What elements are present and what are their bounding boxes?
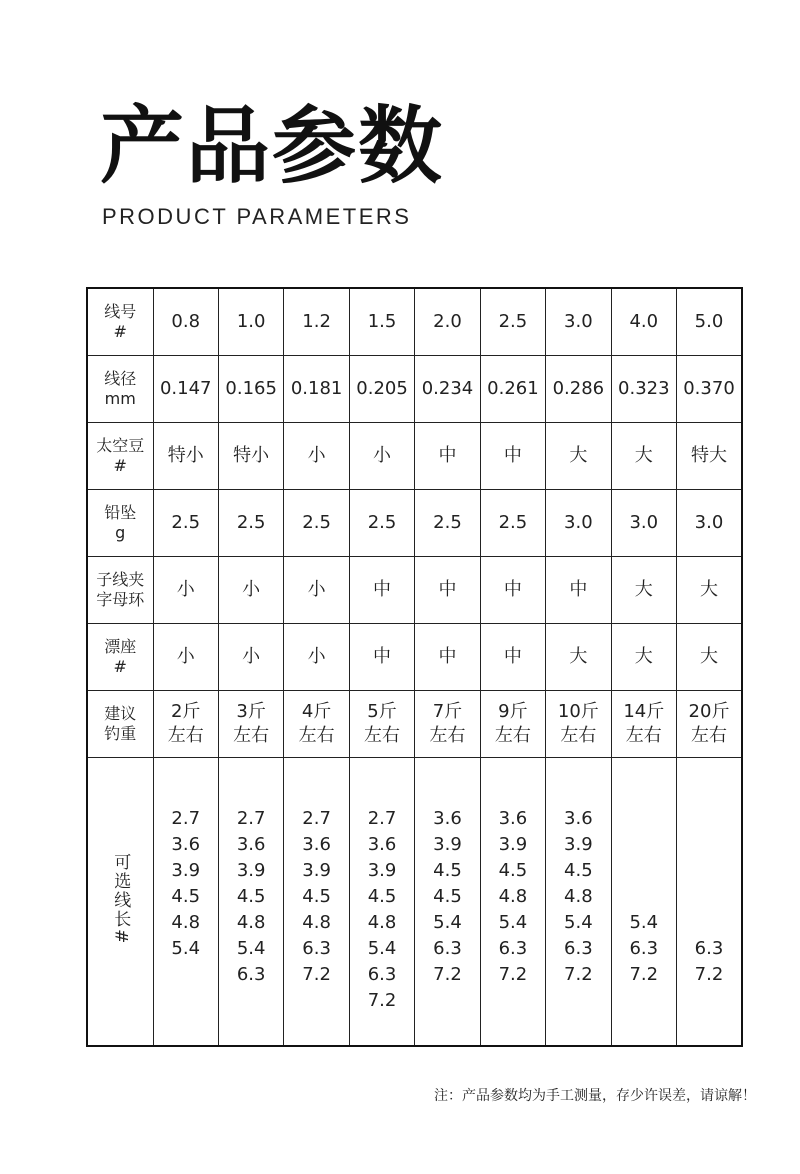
table-cell: 小 [153, 557, 218, 624]
length-value: 4.5 [564, 860, 593, 881]
table-cell: 中 [349, 557, 414, 624]
table-cell: 小 [284, 423, 349, 490]
length-value: 3.6 [171, 834, 201, 855]
table-cell: 0.205 [349, 356, 414, 423]
length-value: 4.8 [171, 912, 201, 933]
length-value: 5.4 [498, 912, 528, 933]
table-cell: 大 [611, 624, 676, 691]
row-header-line: # [113, 322, 127, 341]
table-cell [284, 691, 349, 758]
length-value: 6.3 [433, 938, 462, 959]
row-header-line: # [113, 456, 127, 475]
table-cell: 0.8 [153, 288, 218, 356]
length-value: 5.4 [367, 938, 397, 959]
cell-line: 左右 [364, 725, 401, 746]
length-value [612, 832, 676, 858]
row-header [87, 490, 153, 557]
row-header-line: 字母环 [96, 590, 145, 609]
length-value [677, 884, 741, 910]
row-header-line: 太空豆 [96, 436, 145, 455]
length-value: 4.5 [498, 860, 528, 881]
cell-line: 9斤 [498, 701, 528, 722]
table-cell: 0.286 [546, 356, 611, 423]
table-cell: 中 [349, 624, 414, 691]
length-value: 5.4 [433, 912, 462, 933]
table-cell: 0.370 [677, 356, 743, 423]
table-cell: 3.0 [611, 490, 676, 557]
table-cell: 5.0 [677, 288, 743, 356]
table-cell: 0.261 [480, 356, 545, 423]
table-cell: 中 [480, 557, 545, 624]
length-value: 3.6 [498, 808, 528, 829]
row-header-line: 建议 [104, 704, 137, 723]
length-value: 6.3 [564, 938, 593, 959]
length-value: 3.6 [564, 808, 593, 829]
length-value: 7.2 [433, 964, 462, 985]
cell-line: 10斤 [557, 701, 599, 722]
length-value: 2.7 [236, 808, 266, 829]
table-cell: 0.147 [153, 356, 218, 423]
length-value: 7.2 [694, 964, 724, 985]
cell-line: 左右 [691, 725, 727, 746]
table-cell [546, 691, 611, 758]
table-cell: 大 [677, 557, 743, 624]
length-value: 4.5 [171, 886, 201, 907]
table-cell [349, 691, 414, 758]
length-value: 5.4 [171, 938, 201, 959]
table-cell: 中 [546, 557, 611, 624]
row-header [87, 691, 153, 758]
cell-line: 左右 [298, 725, 335, 746]
cell-line: 左右 [494, 725, 531, 746]
length-value: 4.8 [498, 886, 528, 907]
length-value: 7.2 [498, 964, 528, 985]
cell-line: 20斤 [688, 701, 730, 722]
table-cell: 3.0 [546, 288, 611, 356]
table-cell [480, 691, 545, 758]
cell-line: 2斤 [170, 701, 201, 722]
table-cell: 小 [218, 624, 283, 691]
length-value: 3.9 [564, 834, 593, 855]
length-cell [349, 758, 414, 1047]
table-cell: 小 [218, 557, 283, 624]
table-cell: 2.5 [284, 490, 349, 557]
length-value: 6.3 [236, 964, 266, 985]
length-value: 7.2 [629, 964, 659, 985]
row-header [87, 624, 153, 691]
length-value [677, 806, 741, 832]
cell-line: 左右 [625, 725, 662, 746]
table-cell: 小 [284, 624, 349, 691]
row-header [87, 288, 153, 356]
table-cell: 小 [284, 557, 349, 624]
length-value: 2.7 [171, 808, 201, 829]
length-value: 2.7 [367, 808, 397, 829]
length-value: 4.8 [367, 912, 397, 933]
length-value: 4.5 [302, 886, 331, 907]
cell-line: 左右 [167, 725, 204, 746]
footer-note: 注：产品参数均为手工测量，存少许误差，请谅解！ [434, 1088, 756, 1104]
table-row [87, 356, 742, 423]
table-cell: 2.5 [218, 490, 283, 557]
table-cell: 特大 [677, 423, 743, 490]
length-value: 5.4 [564, 912, 593, 933]
table-cell: 特小 [218, 423, 283, 490]
cell-line: 14斤 [623, 701, 665, 722]
table-cell [677, 691, 743, 758]
length-value: 4.5 [236, 886, 266, 907]
table-cell: 1.5 [349, 288, 414, 356]
length-value: 4.5 [433, 860, 462, 881]
table-cell: 2.5 [480, 288, 545, 356]
length-value: 3.9 [433, 834, 462, 855]
length-value [612, 806, 676, 832]
table-cell: 中 [480, 624, 545, 691]
lengths-label: 可选线长# [110, 852, 131, 946]
table-cell: 大 [677, 624, 743, 691]
table-cell [218, 691, 283, 758]
page-title: 产品参数 [100, 97, 445, 195]
table-row [87, 288, 742, 356]
row-header-line: 钓重 [104, 724, 137, 743]
row-header-line: 铅坠 [104, 503, 137, 522]
table-cell: 中 [415, 624, 480, 691]
table-cell: 1.2 [284, 288, 349, 356]
length-value [612, 858, 676, 884]
length-value: 6.3 [498, 938, 528, 959]
table-cell: 大 [611, 557, 676, 624]
length-value: 4.5 [367, 886, 397, 907]
row-header-line: 线号 [104, 302, 137, 321]
table-cell: 0.165 [218, 356, 283, 423]
row-header [87, 758, 153, 1047]
length-value [677, 910, 741, 936]
table-row-lengths [87, 758, 742, 1047]
cell-line: 5斤 [367, 701, 397, 722]
table-cell: 中 [480, 423, 545, 490]
length-cell [480, 758, 545, 1047]
length-value: 4.8 [236, 912, 266, 933]
table-row [87, 490, 742, 557]
length-value [612, 884, 676, 910]
table-cell: 4.0 [611, 288, 676, 356]
length-value: 3.9 [236, 860, 266, 881]
row-header [87, 423, 153, 490]
table-cell: 大 [546, 423, 611, 490]
length-value [677, 832, 741, 858]
table-row [87, 624, 742, 691]
length-value: 3.9 [171, 860, 201, 881]
length-value: 3.9 [302, 860, 331, 881]
length-value: 3.9 [498, 834, 528, 855]
row-header-line: # [113, 657, 127, 676]
table-cell: 大 [611, 423, 676, 490]
length-value: 6.3 [367, 964, 397, 985]
length-value: 3.6 [367, 834, 397, 855]
table-cell: 小 [349, 423, 414, 490]
table-cell: 3.0 [546, 490, 611, 557]
page-subtitle: PRODUCT PARAMETERS [102, 204, 412, 229]
length-value: 7.2 [302, 964, 331, 985]
row-header [87, 356, 153, 423]
length-value: 6.3 [302, 938, 331, 959]
length-cell [546, 758, 611, 1047]
cell-line: 左右 [233, 725, 270, 746]
length-value: 5.4 [236, 938, 266, 959]
table-cell: 2.5 [480, 490, 545, 557]
length-cell [677, 758, 743, 1047]
table-cell [415, 691, 480, 758]
table-cell: 2.0 [415, 288, 480, 356]
table-cell [153, 691, 218, 758]
length-value: 5.4 [629, 912, 659, 933]
cell-line: 左右 [429, 725, 466, 746]
length-cell [284, 758, 349, 1047]
table-cell: 0.323 [611, 356, 676, 423]
length-value: 4.5 [433, 886, 462, 907]
table-cell: 1.0 [218, 288, 283, 356]
table-cell: 0.181 [284, 356, 349, 423]
length-value: 3.9 [367, 860, 397, 881]
cell-line: 左右 [560, 725, 597, 746]
row-header [87, 557, 153, 624]
table-cell: 中 [415, 557, 480, 624]
length-value: 6.3 [629, 938, 659, 959]
table-row [87, 423, 742, 490]
table-cell: 特小 [153, 423, 218, 490]
table-cell: 2.5 [349, 490, 414, 557]
cell-line: 7斤 [432, 701, 463, 722]
length-value: 4.8 [302, 912, 331, 933]
cell-line: 4斤 [301, 701, 332, 722]
length-cell [415, 758, 480, 1047]
length-cell [611, 758, 676, 1047]
length-value: 7.2 [367, 990, 397, 1011]
table-cell: 2.5 [415, 490, 480, 557]
table-cell: 小 [153, 624, 218, 691]
table-row [87, 691, 742, 758]
table-cell: 中 [415, 423, 480, 490]
parameter-table [86, 287, 743, 1047]
length-value [677, 858, 741, 884]
row-header-line: mm [104, 389, 136, 408]
length-value: 3.6 [433, 808, 462, 829]
table-cell: 2.5 [153, 490, 218, 557]
row-header-line: 漂座 [104, 637, 137, 656]
length-cell [153, 758, 218, 1047]
row-header-line: g [115, 523, 126, 542]
length-cell [218, 758, 283, 1047]
table-cell: 3.0 [677, 490, 743, 557]
length-value: 2.7 [302, 808, 331, 829]
length-value: 6.3 [694, 938, 724, 959]
row-header-line: 子线夹 [96, 570, 145, 589]
length-value: 3.6 [236, 834, 266, 855]
length-value: 3.6 [302, 834, 331, 855]
length-value: 4.8 [564, 886, 593, 907]
length-value: 7.2 [564, 964, 593, 985]
table-cell [611, 691, 676, 758]
table-cell: 大 [546, 624, 611, 691]
table-row [87, 557, 742, 624]
table-cell: 0.234 [415, 356, 480, 423]
cell-line: 3斤 [236, 701, 266, 722]
row-header-line: 线径 [104, 369, 137, 388]
